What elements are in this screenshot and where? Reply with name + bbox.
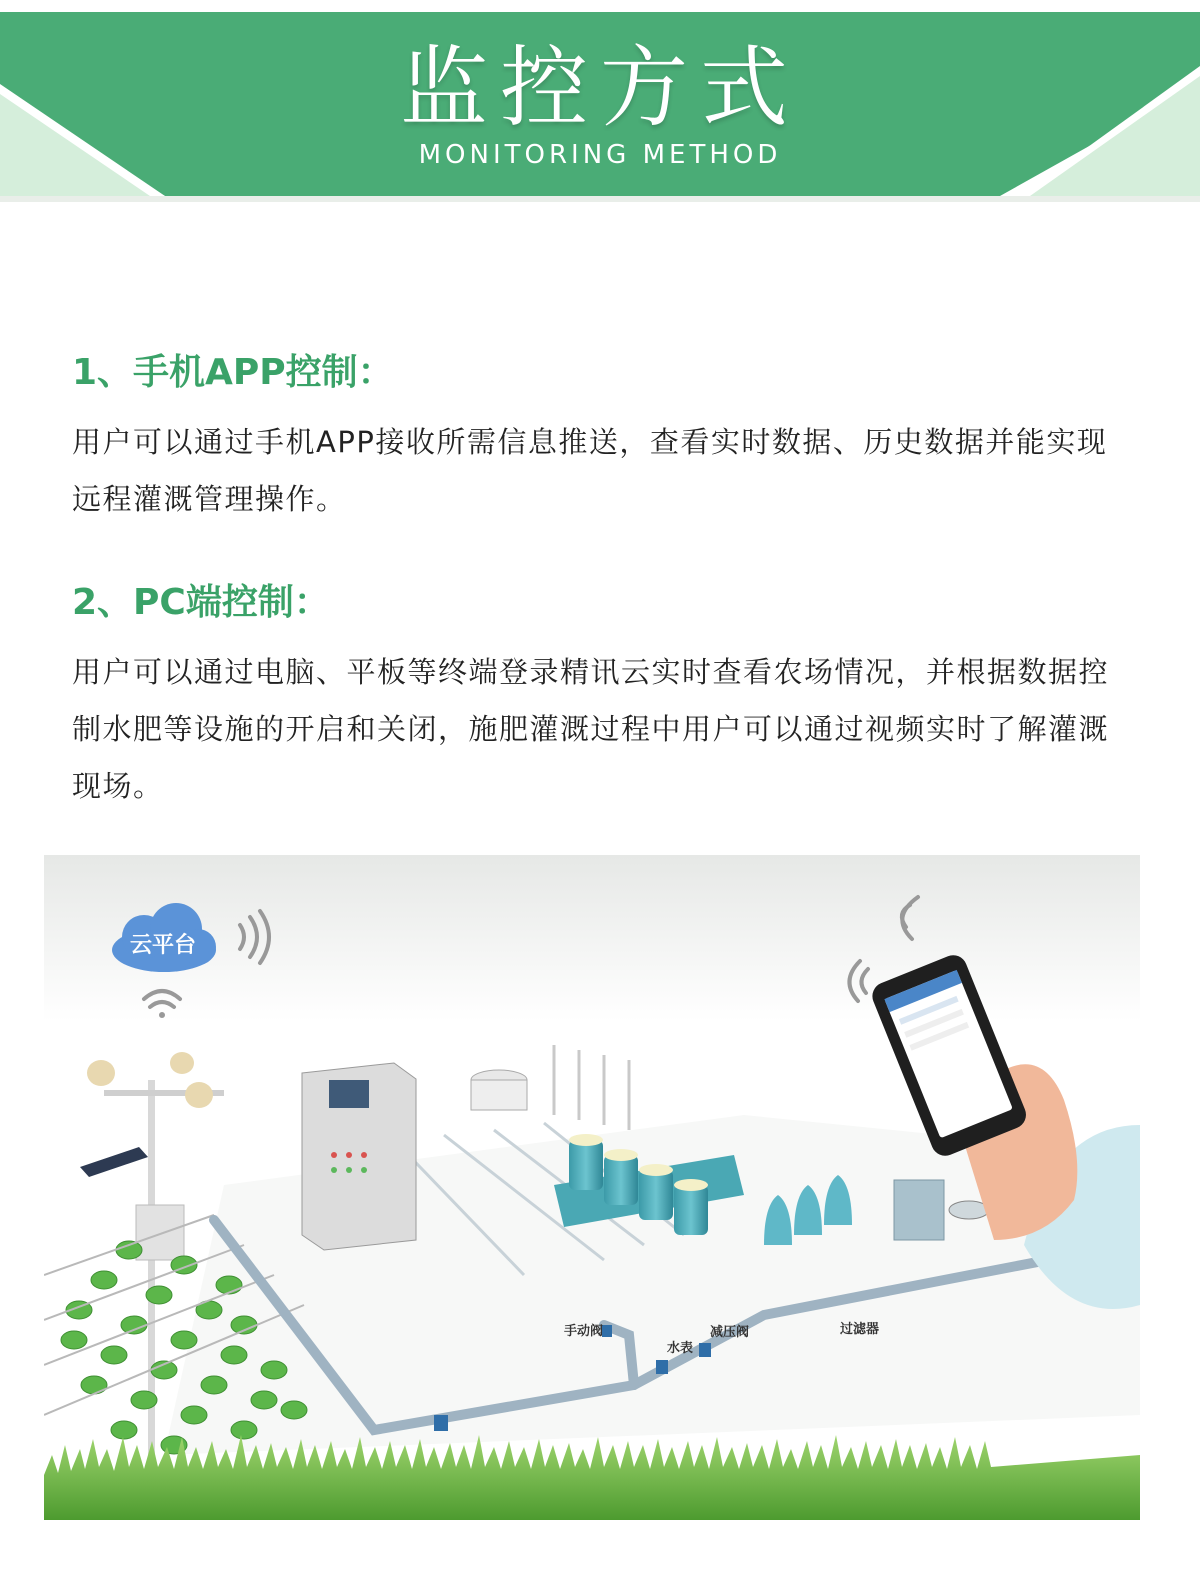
section-pc-control [72,580,1132,815]
filter-label: 过滤器 [840,1322,880,1337]
section-heading: 2、PC端控制： [72,582,330,623]
header-banner [0,0,1200,215]
pressure-valve-label: 减压阀 [710,1325,750,1340]
section-heading: 1、手机APP控制： [72,352,394,393]
water-meter-label: 水表 [667,1341,694,1356]
section-app-control [72,350,1132,528]
section-body: 用户可以通过电脑、平板等终端登录精讯云实时查看农场情况，并根据数据控制水肥等设施的开启和关闭，施肥灌溉过程中用户可以通过视频实时了解灌溉现场。 [72,655,1110,803]
manual-valve-label: 手动阀 [564,1324,604,1339]
page-title: 监控方式 [399,36,800,139]
control-cabinet [302,1063,416,1250]
page-subtitle: MONITORING METHOD [418,140,782,170]
irrigation-system-illustration [44,855,1140,1520]
cloud-platform-label: 云平台 [130,933,197,958]
section-body: 用户可以通过手机APP接收所需信息推送，查看实时数据、历史数据并能实现远程灌溉管理操作。 [72,425,1108,516]
